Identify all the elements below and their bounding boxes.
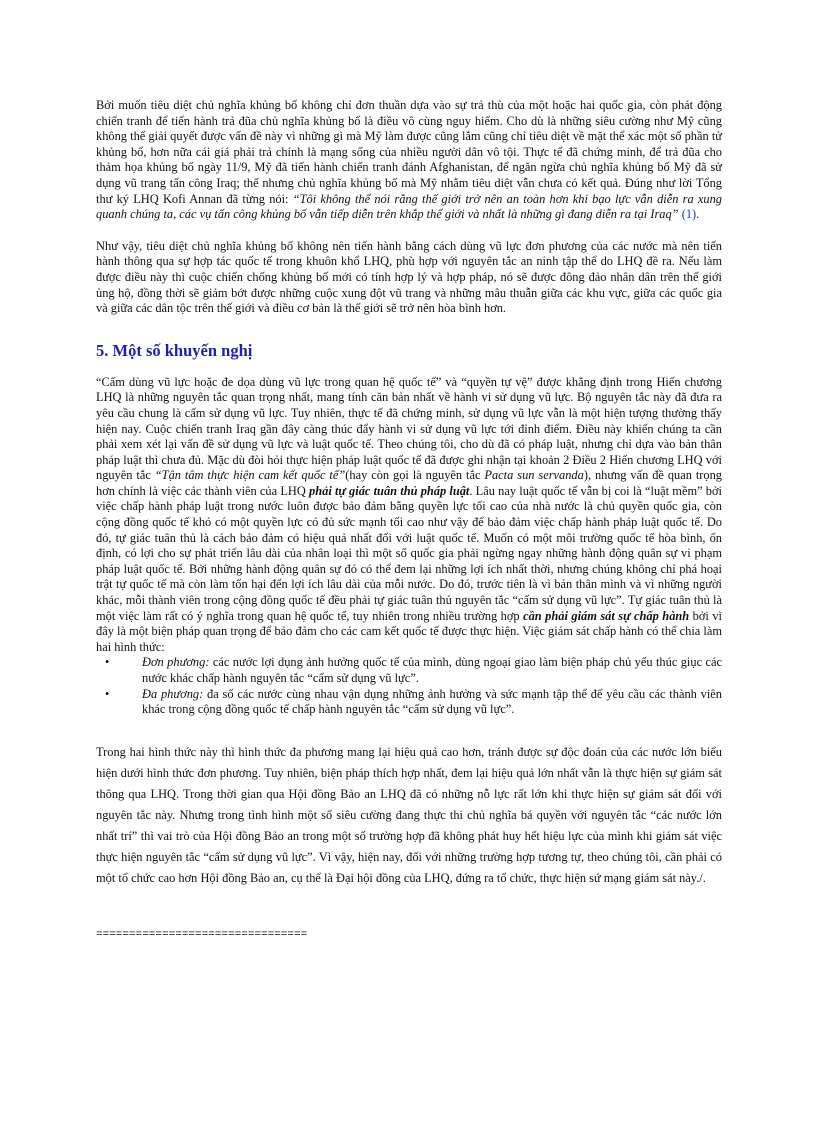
paragraph-use-of-force (96, 375, 722, 656)
document-page (96, 98, 722, 941)
paragraph-text: “Cấm dùng vũ lực hoặc đe dọa dùng vũ lực trong quan hệ quốc tế” và “quyền tự vệ” được khẳng định trong Hiến chương LHQ là những nguyên tắc quan trọng nhất, mang tính căn bản nhất về hành vi sử dụng vũ lực. Bộ nguyên tắc này đã đưa ra yêu cầu chung là cấm sử dụng vũ lực. Tuy nhiên, thực tế đã chứng minh, sử dụng vũ lực vẫn là một hiện tượng thường thấy hiện nay. Cuộc chiến tranh Iraq gần đây càng thúc đẩy hành vi sử dụng vũ lực tới đỉnh điểm. Điều này khiến chúng ta cần phải xem xét lại vấn đề sử dụng vũ lực và luật quốc tế. Theo chúng tôi, cho dù đã có pháp luật, nhưng chỉ dựa vào bản thân pháp luật thì chưa đủ. Mặc dù đòi hỏi thực hiện pháp luật quốc tế đã được ghi nhận tại khoản 2 Điều 2 Hiến chương LHQ với nguyên tắc (96, 374, 722, 483)
emphasis-self-compliance: phải tự giác tuân thủ pháp luật (309, 483, 470, 498)
paragraph-un-supervision: Trong hai hình thức này thì hình thức đa phương mang lại hiệu quả cao hơn, tránh được sự độc đoán của các nước lớn biểu hiện dưới hình thức đơn phương. Tuy nhiên, biện pháp thích hợp nhất, đem lại hiệu quả lớn nhất vẫn là thực hiện sự giám sát thông qua LHQ. Trong thời gian qua Hội đồng Bảo an LHQ đã có những nỗ lực rất lớn khi thực hiện sự giám sát đối với nguyên tắc này. Nhưng trong tình hình một số siêu cường đang thực thi chủ nghĩa bá quyền với nguyên tắc “các nước lớn nhất trí” thì vai trò của Hội đồng Bảo an trong một số trường hợp đã không phát huy hết hiệu lực của mình khi giám sát việc thực hiện nguyên tắc “cấm sử dụng vũ lực”. Vì vậy, hiện nay, đối với những trường hợp tương tự, theo chúng tôi, cần phải có một tổ chức cao hơn Hội đồng Bảo an, cụ thể là Đại hội đồng của LHQ, đứng ra tổ chức, thực hiện sứ mạng giám sát này./. (96, 744, 722, 885)
list-text: đa số các nước cùng nhau vận dụng những ảnh hưởng và sức mạnh tập thể để yêu cầu các thành viên khác trong cộng đồng quốc tế chấp hành nguyên tắc “cấm sử dụng vũ lực”. (142, 686, 722, 717)
paragraph-text: bởi vì đây là một biện pháp quan trọng để bảo đảm cho các cam kết quốc tế được thực hiện. Việc giám sát chấp hành có thể chia làm hai hình thức: (96, 608, 722, 654)
bullet-icon: • (105, 655, 110, 670)
paragraph-end: . (696, 207, 700, 222)
latin-term: Pacta sun servanda (484, 468, 584, 483)
emphasis-supervision: cần phải giám sát sự chấp hành (523, 608, 690, 623)
paragraph-international-cooperation: Như vậy, tiêu diệt chủ nghĩa khủng bố không nên tiến hành bằng cách dùng vũ lực đơn phương của các nước mà nên tiến hành thông qua sự hợp tác quốc tế trong khuôn khổ LHQ, phù hợp với nguyên tắc an ninh tập thể do LHQ đề ra. Nếu làm được điều này thì cuộc chiến chống khủng bố mới có tính hợp lý và hợp pháp, nó sẽ được đông đảo nhân dân trên thế giới ủng hộ, đồng thời sẽ giảm bớt được những cuộc xung đột vũ trang và những mâu thuẫn giữa các khu vực, giữa các quốc gia và giữa các dân tộc trên thế giới và điều cơ bản là thế giới sẽ trở nên hòa bình hơn. (96, 238, 722, 316)
pacta-quote: “Tận tâm thực hiện cam kết quốc tế” (154, 468, 346, 483)
section-divider: ================================ (96, 928, 308, 941)
annan-quote: “Tôi không thể nói rằng thế giới trở nên an toàn hơn khi bạo lực vẫn diễn ra xung quanh chúng ta, các vụ tấn công khủng bố vẫn tiếp diễn trên khắp thế giới và nhất là những gì đang diễn ra tại Iraq” (96, 191, 722, 222)
paragraph-terrorism-retaliation (96, 98, 722, 223)
list-term: Đa phương: (142, 686, 204, 701)
footnote-reference-link[interactable]: (1) (681, 207, 697, 222)
paragraph-text: Bởi muốn tiêu diệt chủ nghĩa khủng bố không chỉ đơn thuần dựa vào sự trả thù của một hoặc hai quốc gia, còn phát động chiến tranh để tiến hành trả đũa chủ nghĩa khủng bố là điều vô cùng nguy hiểm. Cho dù là những siêu cường như Mỹ cũng không thể giải quyết được vấn đề này vì những gì mà Mỹ làm được cũng lắm cũng chỉ tiêu diệt về mặt thể xác một số phần tử khủng bố, hơn nữa cái giá phải trả chính là mạng sống của nhiều người dân vô tội. Thực tế đã chứng minh, để trả đũa cho thảm họa khủng bố ngày 11/9, Mỹ đã tiến hành chiến tranh đánh Afghanistan, để ngăn ngừa chủ nghĩa khủng bố Mỹ đã sử dụng vũ trang tấn công Iraq; thế nhưng chủ nghĩa khủng bố mà Mỹ nhằm tiêu diệt vẫn chưa có kết quả. Đúng như lời Tổng thư ký LHQ Kofi Annan đã từng nói: (96, 98, 722, 206)
closing-section (96, 742, 722, 889)
paragraph-text: . Lâu nay luật quốc tế vẫn bị coi là “luật mềm” bởi việc chấp hành pháp luật trong nước luôn được bảo đảm bằng quyền lực tối cao của nhà nước là chủ quyền quốc gia, còn cộng đồng quốc tế khó có một quyền lực có đủ sức mạnh tối cao như vậy để bảo đảm việc chấp hành pháp luật quốc tế. Do đó, tự giác tuân thủ là cách bảo đảm có hiệu quả nhất đối với luật quốc tế. Muốn có một môi trường quốc tế hòa bình, ổn định, có lợi cho sự phát triển lâu dài của nhân loại thì một số quốc gia phải ngừng ngay những hành động quân sự vi phạm pháp luật quốc tế. Bởi những hành động quân sự đó có thể đem lại những lợi ích nhất thời, nhưng chúng không chỉ phá hoại trật tự quốc tế mà còn làm tổn hại đến lợi ích lâu dài của mỗi nước. Do đó, trước tiên là vì bản thân mình và vì những người khác, mỗi thành viên trong cộng đồng quốc tế đều phải tự giác tuân thủ nguyên tắc “cấm sử dụng vũ lực”. Tự giác tuân thủ là một việc làm rất có ý nghĩa trong quan hệ quốc tế, tuy nhiên trong nhiều trường hợp (96, 483, 722, 623)
list-item (96, 687, 722, 718)
supervision-forms-list (96, 655, 722, 717)
paragraph-text: (hay còn gọi là nguyên tắc (345, 468, 485, 483)
bullet-icon: • (105, 686, 110, 701)
list-text: các nước lợi dụng ảnh hưởng quốc tế của mình, dùng ngoại giao làm biện pháp chủ yếu thúc giục các nước khác chấp hành nguyên tắc “cấm sử dụng vũ lực”. (142, 655, 722, 685)
list-item (96, 655, 722, 686)
paragraph-text: ), nhưng vấn đề quan trọng hơn chính là việc các thành viên của LHQ (96, 468, 722, 498)
list-term: Đơn phương: (142, 655, 210, 670)
section-heading: 5. Một số khuyến nghị (96, 340, 253, 360)
